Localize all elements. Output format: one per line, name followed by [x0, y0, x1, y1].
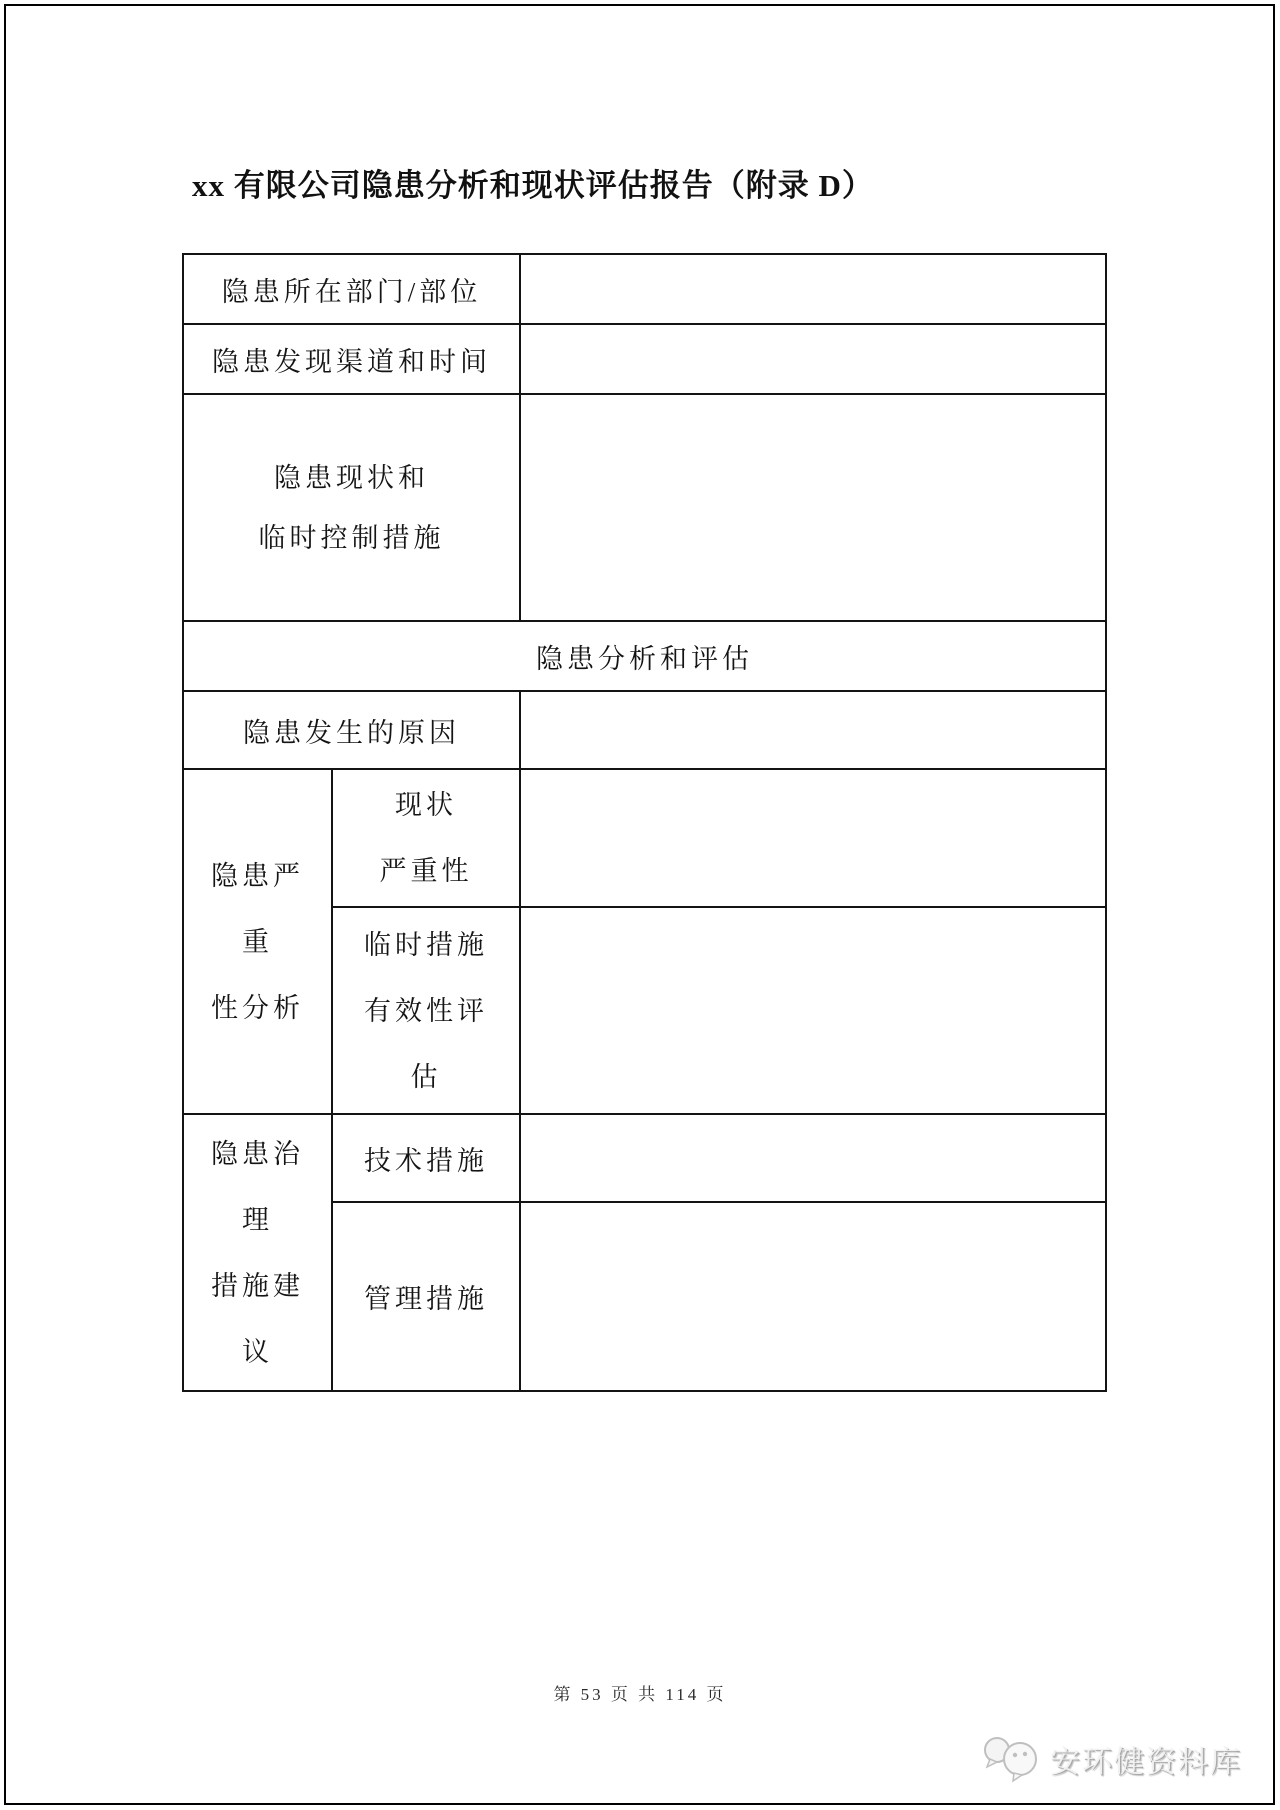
- cell-current-severity-line1: 现状: [395, 790, 457, 820]
- cell-department-value: [520, 254, 1106, 324]
- cell-technical-value: [520, 1114, 1106, 1202]
- cell-severity-group-line3: 性分析: [211, 992, 304, 1023]
- cell-temp-measures-line1: 临时措施: [364, 929, 488, 960]
- cell-temp-measures-line2: 有效性评: [364, 995, 488, 1026]
- cell-status-label: [183, 394, 520, 621]
- watermark: [980, 1733, 1242, 1785]
- cell-status-label-line1: 隐患现状和: [274, 462, 429, 493]
- cell-current-severity-value: [520, 769, 1106, 907]
- cell-temp-measures-line3: 估: [410, 1061, 442, 1092]
- chat-bubbles-icon: [980, 1733, 1042, 1785]
- cell-current-severity-label: [332, 769, 520, 907]
- page-title: xx 有限公司隐患分析和现状评估报告（附录 D）: [192, 168, 874, 203]
- cell-current-severity-line2: 严重性: [379, 856, 473, 886]
- cell-treatment-group-label: [183, 1114, 332, 1391]
- cell-treatment-group-line1: 隐患治: [211, 1138, 304, 1169]
- cell-status-value: [520, 394, 1106, 621]
- cell-severity-group-label: [183, 769, 332, 1114]
- cell-temp-measures-value: [520, 907, 1106, 1114]
- cell-severity-group-line1: 隐患严: [211, 860, 304, 891]
- cell-status-label-line2: 临时控制措施: [258, 522, 445, 553]
- cell-management-value: [520, 1202, 1106, 1391]
- table-row: [183, 394, 1106, 621]
- cell-cause-label: 隐患发生的原因: [183, 691, 520, 769]
- cell-treatment-group-line2: 理: [242, 1204, 273, 1235]
- table-row: [183, 769, 1106, 907]
- cell-severity-group-line2: 重: [242, 926, 273, 957]
- table-row: [183, 324, 1106, 394]
- table-row: [183, 1114, 1106, 1202]
- hazard-report-table: [182, 253, 1107, 1392]
- watermark-label: 安环健资料库: [1050, 1746, 1242, 1779]
- table-row: [183, 621, 1106, 691]
- cell-treatment-group-line4: 议: [242, 1336, 273, 1367]
- page-number-footer: 第 53 页 共 114 页: [553, 1685, 727, 1704]
- cell-treatment-group-line3: 措施建: [211, 1270, 304, 1301]
- cell-cause-value: [520, 691, 1106, 769]
- cell-management-label: 管理措施: [332, 1202, 520, 1391]
- table-row: [183, 691, 1106, 769]
- cell-channel-time-label: 隐患发现渠道和时间: [183, 324, 520, 394]
- cell-section-header: 隐患分析和评估: [183, 621, 1106, 691]
- cell-channel-time-value: [520, 324, 1106, 394]
- cell-technical-label: 技术措施: [332, 1114, 520, 1202]
- cell-temp-measures-label: [332, 907, 520, 1114]
- table-row: [183, 254, 1106, 324]
- cell-department-label: 隐患所在部门/部位: [183, 254, 520, 324]
